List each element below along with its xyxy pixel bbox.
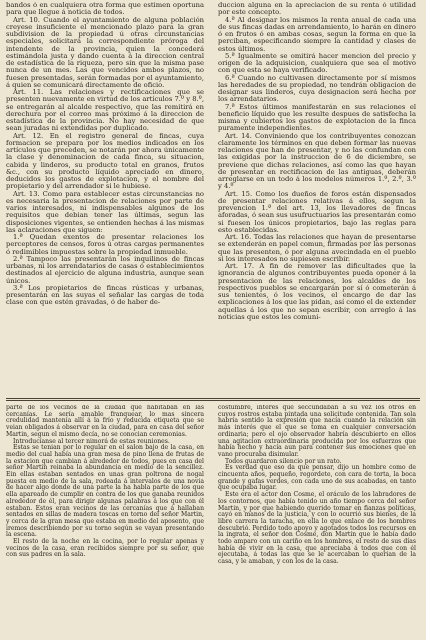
paragraph: Estas se tenian por lo regular en el salon bajo de la casa, en medio del cual había una gran mesa de pino llena de frutas de la estacion que cambian á alrededor de todos, pues en casa del señor Martin reinaba la abundancia en medio de la sencillez. Ein ellas estaban sentados en unas gran poltrona de nogal puesta en medio de la sala, rodeada á intervalos de una novia de hacer algo donde de una parte la ha habla parte de los que ella apareado de cumplir en contra de los que ganaba reunidos alrededor de él, para dirigir algunas palabras á los que con él estaban. Estos eran vecinos de las cercanías que á hallaban sentados en sillas de madera toscas en torno del señor Martin, y cerca de la gran mesa que estaba en medio del aposento, que iremos describiendo por su torno según se vayan presentando la escena.	[6, 444, 204, 539]
top-left-column	[6, 2, 204, 396]
section-divider	[6, 398, 420, 399]
paragraph: El resto de la noche en la cocina, por lo regular apenas y vecinos de la casa, eran recibidos siempre por su señor, que con sus padres en la sala.	[6, 538, 204, 559]
bottom-right-column	[218, 405, 416, 637]
paragraph: Art. 16. Todas las relaciones que hayan de presentarse se extenderán en papel comun, firmadas por las personas que las presenten, ó por alguna avecindada en el pueblo si los interesados no supiesen escribir.	[218, 233, 416, 263]
paragraph: Art. 11. Las relaciones y rectificaciones que se presenten nuevamente en virtud de los artículos 7.º y 8.º, se entregarán al alcalde respectivo, que las remitirá en derechura por el correo mas próximo á la direccion de estadística de la provincia. No hay necesidad de que sean juradas ni extendidas por duplicado.	[6, 88, 204, 133]
section-divider	[6, 400, 420, 401]
paragraph: 6.ª Cuando no cultivasen directamente por sí mismos las heredades de su propiedad, no tendrán obligacion de designar sus linderos, cuya designacion será hecha por los arrendatarios.	[218, 73, 416, 104]
paragraph: parte de los vecinos de la ciudad que habitaban en las cercanías. Le sería amable franquear, lo mas sincera credulidad mantenía allí á la frío y reducida etiqueta que se veian obligados á observar en la ciudad, para en casa del señor Martin, segun el mismo decía, no se conocian ceremonias.	[6, 405, 204, 438]
paragraph: bandos ó en cualquiera otra forma que estimen oportuna para que llegue á noticia de todos.	[6, 2, 204, 17]
paragraph: Art. 17. A fin de remover las dificultades que la ignorancia de algunos contribuyentes pueda oponer á la presentacion de las relaciones, los alcaldes de los respectivos pueblos se encargarán por sí ó cometerán á sus tenientes, ó los vecinos, el encargo de dar las explicaciones á los que las pidan, así como el de extender aquellas á los que no sepan escribir, con arreglo á las noticias que estos les comuni-	[218, 262, 416, 321]
paragraph: 7.ª Estos últimos manifestarán en sus relaciones el beneficio líquido que les resulte despues de satisfecha la misma y cubiertos los gastos de explotacion de la finca puramente independientes.	[218, 102, 416, 133]
paragraph: Art. 13. Como para establecer estas circunstancias no es necesaria la presentacion de relaciones por parte de varios interesados, ni indispensables algunos de los requisitos que debian tener las últimas, segun las disposiciones vigentes, se entienden hechas á las mismas las aclaraciones que siguen:	[6, 189, 204, 234]
paragraph: Este era el actor don Cosme, el oráculo de los labradores de los contornos, que había tenido un año tiempo cerca del señor Martin, y por que habiendo querido tomar en fianzas políticas, cayó en manos de la justicia, y con lo ocurrió sus bienes, de la libre carrera la taracha, en ella lo que enlace de los hombres descubrió. Perdido todo apoyo y agotados todos los recursos en la ingrata, el señor don Cosme, don Martin que le había dado todo amparo con un cariño en los hombres, el resto de sus días había de vivir en la casa, que apreciaba á todos que con él ejecutaba, á todas las que se le acercaban lo querian de la casa, y le amaban, y con los de la casa.	[218, 491, 416, 566]
bottom-left-column	[6, 405, 204, 637]
paragraph: 3.ª Los propietarios de fincas rústicas y urbanas, presentarán en las suyas el señalar las cargas de toda clase con que estén gravadas, ó de haber de-	[6, 283, 204, 307]
paragraph: 1.ª Quedan exentos de presentar relaciones los perceptores de censos, foros ú otras cargas permanentes ó redimibles impuestas sobre la propiedad inmueble.	[6, 233, 204, 256]
top-right-column	[218, 2, 416, 390]
paragraph: Art. 15. Como los dueños de foros están dispensados de presentar relaciones relativas á ellos, segun la prevencion 1.ª del art. 13, los llevadores de fincas aforadas, ó sean sus usufructuarios las presentarán como si fuesen los únicos propietarios, bajo las reglas para esto establecidas.	[218, 189, 416, 234]
paragraph: 2.ª Tampoco las presentarán los inquilinos de fincas urbanas, ni los arrendatarios de casas ó establecimientos destinados al ejercicio de alguna industria, aunque sean únicos.	[6, 254, 204, 285]
paragraph: Es verdad que eso da que pensar, dijo un hombre como de cincuenta años, pequeño, regordete, con cara de torta, la boca grande y gafas verdes, con cada uno de sus acabadas, en tanto que ocupaba lugar.	[218, 464, 416, 492]
paragraph: Art. 14. Conviniendo que los contribuyentes conozcan claramente los términos en que deben formar las nuevas relaciones que han de presentar, y no las confundan con las exigidas por la instruccion de 6 de diciembre, se previene que dichas relaciones, así como las que hayan de presentar en rectificacion de las antiguas, deberán arreglarse en un todo á los modelos números 1.º, 2.º, 3.º y 4.º	[218, 131, 416, 191]
paragraph: Todos guardaron silencio por un rato.	[225, 457, 342, 465]
paragraph: Art. 10. Cuando el ayuntamiento de alguna población creyese insuficiente el mencionado plazo para la gran subdivision de la propiedad ú otras circunstancias especiales, solicitará la correspondiente próroga del intendente de la provincia, quien la concederá estimándola justa y dando cuenta á la direccion central de estadística de la riqueza, pero sin que la misma pase nunca de un mes. Las que vencidos ambos plazos, no fuesen presentadas, serán formadas por el ayuntamiento, á quien se comunicará directamente de oficio.	[6, 15, 204, 89]
paragraph: Art. 12. En el registro general de fincas, cuya formacion se prepara por los medios indicados en los artículos que preceden, se notarán por ahora únicamente la clase y denominacion de cada finca, su situacion, cabida y linderos, su producto total en granos, frutos &c., con su producto líquido apreciado en dinero, deducidos los gastos de explotacion, y el nombre del propietario y del arrendador si le hubiese.	[6, 131, 204, 191]
paragraph: 5.ª Igualmente se omitirá hacer mencion del precio y origen de la adquisicion, cualquiera que sea el motivo con que esta se haya verificado.	[218, 51, 416, 75]
paragraph: Introducíanse al tercer nimorá de estas reuniones.	[13, 437, 170, 445]
paragraph: costumbre, interés que seccundaban á su vez los otros en cuyos rostros estaba pintada una solicitude contenida. Tan sola habría sentido la expresión que nacía cuando la relación sin más interés que el que se toma en cualquier conversación ordinaria; pero el ojo observador habría descubierto en ellos una agitacion extraordinaria producida por los esfuerzos que había hecho y hacía aun para contener sus emociones que en vano procuraba disimular.	[218, 405, 416, 458]
paragraph: duccion alguna en la apreciacion de su renta ó utilidad por este concepto.	[218, 2, 416, 17]
paragraph: 4.ª Al designar los mismos la renta anual de cada una de sus fincas dadas en arrendamiento, lo harán en dinero ó en frutos ó en ambas cosas, segun la forma en que la perciban, especificando siempre la cantidad y clases de estos últimos.	[218, 15, 416, 53]
